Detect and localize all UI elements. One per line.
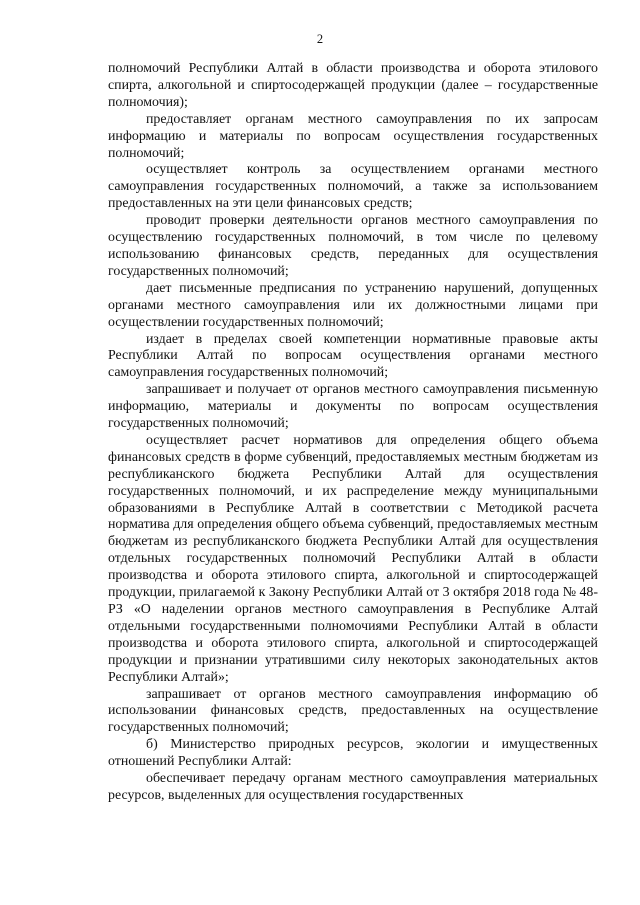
paragraph: дает письменные предписания по устранению нарушений, допущенных органами местного самоуправления или их должностными лицами при осуществлении государственных полномочий; xyxy=(108,280,598,330)
paragraph: запрашивает и получает от органов местного самоуправления письменную информацию, материалы и документы по вопросам осуществления государственных полномочий; xyxy=(108,382,598,432)
paragraph: проводит проверки деятельности органов местного самоуправления по осуществлению государственных полномочий, в том числе по целевому использованию финансовых средств, переданных для осуществления государственных полномочий; xyxy=(108,213,598,279)
paragraph: предоставляет органам местного самоуправления по их запросам информацию и материалы по вопросам осуществления государственных полномочий; xyxy=(108,111,598,161)
paragraph-continuation: полномочий Республики Алтай в области производства и оборота этилового спирта, алкогольной и спиртосодержащей продукции (далее – государственные полномочия); xyxy=(108,61,598,110)
paragraph: запрашивает от органов местного самоуправления информацию об использовании финансовых средств, предоставленных на осуществление государственных полномочий; xyxy=(108,686,598,736)
page-number: 2 xyxy=(316,32,324,46)
paragraph: обеспечивает передачу органам местного самоуправления материальных ресурсов, выделенных для осуществления государственных xyxy=(108,771,598,803)
document-body xyxy=(108,61,598,805)
paragraph: осуществляет контроль за осуществлением органами местного самоуправления государственных полномочий, а также за использованием предоставленных на эти цели финансовых средств; xyxy=(108,162,598,212)
section-heading-paragraph: б) Министерство природных ресурсов, экологии и имущественных отношений Республики Алтай: xyxy=(108,737,598,770)
paragraph: издает в пределах своей компетенции нормативные правовые акты Республики Алтай по вопросам осуществления органами местного самоуправления государственных полномочий; xyxy=(108,331,598,381)
paragraph: осуществляет расчет нормативов для определения общего объема финансовых средств в форме субвенций, предоставляемых местным бюджетам из республиканского бюджета Республики Алтай для осуществления государственных полномочий, и их распределение между муниципальными образованиями в Республике Алтай в соответствии с Методикой расчета норматива для определения общего объема субвенций, предоставляемых местным бюджетам из республиканского бюджета Республики Алтай для осуществления отдельных государственных полномочий Республики Алтай в области производства и оборота этилового спирта, алкогольной и спиртосодержащей продукции, прилагаемой к Закону Республики Алтай от 3 октября 2018 года № 48-РЗ «О наделении органов местного самоуправления в Республике Алтай отдельными государственными полномочиями Республики Алтай в области производства и оборота этилового спирта, алкогольной и спиртосодержащей продукции и признании утратившими силу некоторых законодательных актов Республики Алтай»; xyxy=(108,432,598,685)
